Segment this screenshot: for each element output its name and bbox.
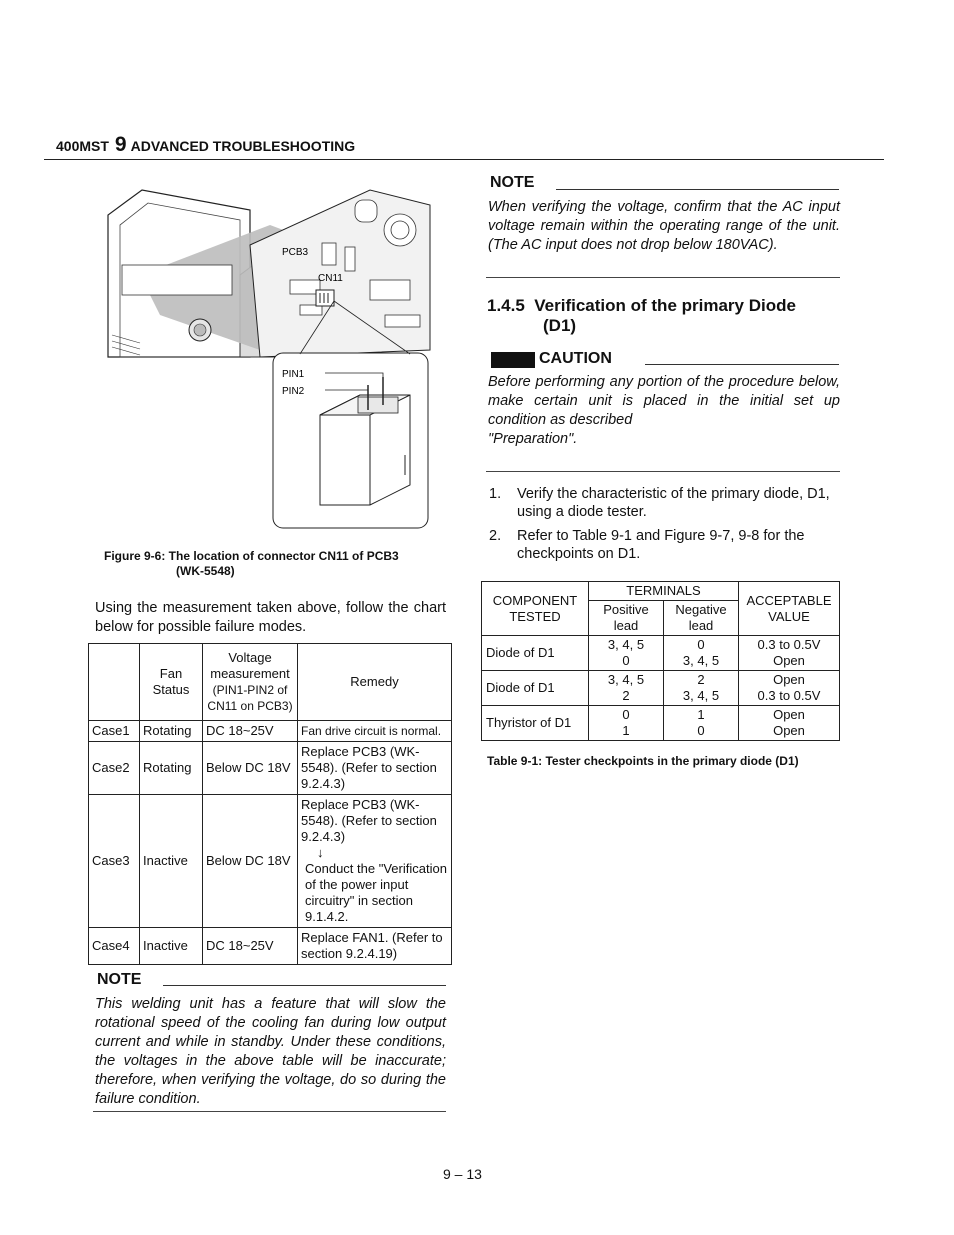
table-row: Case1 Rotating DC 18~25V Fan drive circuit is normal.	[89, 721, 452, 742]
caution-bottom-rule	[486, 471, 840, 472]
table-row: Case4 Inactive DC 18~25V Replace FAN1. (Refer to section 9.2.4.19)	[89, 928, 452, 965]
list-item: 2. Refer to Table 9-1 and Figure 9-7, 9-8 for the checkpoints on D1.	[489, 528, 805, 562]
header-acceptable: ACCEPTABLE VALUE	[739, 582, 840, 636]
failure-mode-table	[88, 643, 452, 965]
pin2-label: PIN2	[282, 386, 305, 397]
table-header-row	[482, 582, 840, 601]
page-header	[56, 133, 355, 157]
down-arrow-icon: ↓	[317, 845, 324, 860]
tester-checkpoints-table	[481, 581, 840, 741]
header-negative: Negative lead	[664, 601, 739, 636]
table-row: Thyristor of D1 0 1 1 0 Open Open	[482, 706, 840, 741]
caution-text: Before performing any portion of the procedure below, make certain unit is placed in the initial set up condition as described "Preparation".	[488, 374, 840, 447]
header-remedy: Remedy	[298, 644, 452, 721]
header-positive: Positive lead	[589, 601, 664, 636]
table-row: Diode of D1 3, 4, 5 0 0 3, 4, 5 0.3 to 0.5V Open	[482, 636, 840, 671]
table-row: Case3 Inactive Below DC 18V Replace PCB3 (WK-5548). (Refer to section 9.2.4.3) ↓ Conduct the "Verification of the power input circuitry" in section 9.1.4.2.	[89, 795, 452, 928]
pcb3-label: PCB3	[282, 247, 309, 258]
figure-caption	[104, 549, 444, 579]
table-row: Case2 Rotating Below DC 18V Replace PCB3 (WK-5548). (Refer to section 9.2.4.3)	[89, 742, 452, 795]
caution-title: CAUTION	[539, 350, 612, 367]
cn11-label: CN11	[318, 273, 343, 284]
note-left-text: This welding unit has a feature that will slow the rotational speed of the cooling fan during low output current and while in standby. Under these conditions, the voltages in the above table will be inaccurate; therefore, when verifying the voltage, do so during the failure condition.	[95, 996, 446, 1107]
section-title: 1.4.5 Verification of the primary Diode (D1)	[487, 296, 796, 335]
table-header-row	[89, 644, 452, 721]
note-right-bottom-rule	[486, 277, 840, 278]
header-terminals: TERMINALS	[589, 582, 739, 601]
list-item: 1. Verify the characteristic of the primary diode, D1, using a diode tester.	[489, 486, 830, 520]
header-component: COMPONENT TESTED	[482, 582, 589, 636]
table-row: Diode of D1 3, 4, 5 2 2 3, 4, 5 Open 0.3 to 0.5V	[482, 671, 840, 706]
page-number: 9 – 13	[443, 1166, 482, 1182]
header-voltage: Voltage measurement (PIN1-PIN2 of CN11 on PCB3)	[203, 644, 298, 721]
figure-caption-line2: (WK-5548)	[176, 564, 235, 578]
figure-caption-line1: Figure 9-6: The location of connector CN11 of PCB3	[104, 549, 399, 563]
caution-icon	[491, 352, 535, 368]
intro-paragraph: Using the measurement taken above, follow the chart below for possible failure modes.	[95, 600, 446, 635]
procedure-steps	[489, 485, 839, 569]
connector-figure	[100, 185, 435, 530]
header-title: ADVANCED TROUBLESHOOTING	[130, 138, 356, 154]
caution-rule	[645, 364, 839, 365]
header-chapter: 9	[114, 133, 127, 156]
note-left-title: NOTE	[97, 971, 142, 988]
header-divider	[44, 159, 884, 160]
note-left-bottom-rule	[93, 1111, 446, 1112]
note-right-title: NOTE	[490, 174, 535, 191]
note-right-text: When verifying the voltage, confirm that the AC input voltage remain within the operating range of the unit. (The AC input does not drop below 180VAC).	[488, 199, 840, 253]
note-left-rule	[163, 985, 446, 986]
table-caption: Table 9-1: Tester checkpoints in the primary diode (D1)	[487, 754, 799, 768]
header-model: 400MST	[56, 138, 109, 154]
note-right-rule	[556, 189, 839, 190]
header-fan-status: Fan Status	[140, 644, 203, 721]
pin1-label: PIN1	[282, 369, 305, 380]
